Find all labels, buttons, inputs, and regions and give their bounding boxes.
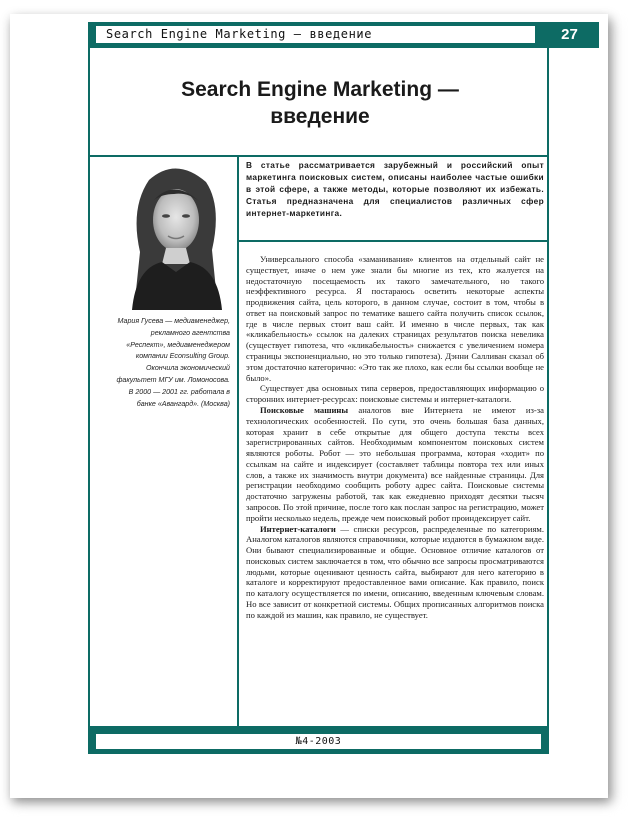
title-divider	[88, 155, 549, 157]
paragraph-term: Интернет-каталоги	[260, 523, 336, 534]
body-paragraph	[246, 383, 544, 405]
paragraph-term: Поисковые машины	[260, 404, 349, 415]
body-paragraph	[246, 524, 544, 621]
article-title	[92, 76, 548, 130]
paragraph-text: Существует два основных типа серверов, предоставляющих информацию о сторонних интернет-ресурсах: поисковые системы и интернет-каталоги.	[246, 383, 544, 405]
frame-right	[547, 48, 549, 748]
running-title: Search Engine Marketing — введение	[96, 26, 535, 43]
author-caption: Мария Гусева — медиаменеджер, рекламного агентства «Респект», медиаменеджером компании Econsulting Group. Окончила экономический факультет МГУ им. Ломоносова. В 2000 — 2001 гг. работала в банке «Авангард». (Москва)	[116, 317, 230, 408]
page-number: 27	[561, 26, 578, 43]
body-paragraph	[246, 405, 544, 524]
paragraph-text: аналогов вне Интернета не имеют из-за технологических особенностей. По сути, это очень большая база данных, которая хранит в себе открытые для общего доступа тексты всех зарегистрированных сайтов. Необходимым компонентом поисковых систем являются роботы. Робот — это небольшая программа, которая «ходит» по ссылкам на сайте и индексирует (составляет таблицы повтора тех или иных слов, а также их значимость внутри документа) все найденные страницы. Для регистрации необходимо сообщить роботу адрес сайта. Поисковые системы достаточно загружены работой, так как ежедневно приходят десятки тысяч запросов. По этой причине, после того как послан запрос на регистрацию, может пройти несколько недель, прежде чем поисковый робот проиндексирует сайт.	[246, 404, 544, 523]
paragraph-text: Универсального способа «заманивания» клиентов на отдельный сайт не существует, иначе о нем уже знали бы многие из тех, кто жалуется на недостаточную посещаемость их такого замечательного, но такого неэффективного ресурса. Я постараюсь осветить некоторые аспекты продвижения сайта, цель которого, в данном случае, состоит в том, чтобы в ответ на поисковый запрос по тематике вашего сайта получить список ссылок, где в числе первых стоит ваш сайт. И именно в числе первых, так как «кликабельность» ссылок на далеких страницах результатов поиска невелика (существует гипотеза, что «кликабельность» снижается с увеличением номера страницы экспоненциально, но это только гипотеза). Дэнни Салливан сказал об этом достаточно категорично: «Это так же плохо, как если бы ссылки вообще не было».	[246, 254, 544, 383]
body-paragraph	[246, 254, 544, 383]
author-photo	[114, 160, 237, 310]
issue-number: №4-2003	[96, 734, 541, 749]
title-line-2: введение	[270, 105, 370, 128]
lead-divider	[237, 240, 549, 242]
title-line-1: Search Engine Marketing —	[181, 78, 459, 101]
lead-paragraph: В статье рассматривается зарубежный и российский опыт маркетинга поисковых систем, описаны наиболее частые ошибки в этой сфере, а также методы, которые позволяют их избежать. Статья предназначена для специалистов различных сфер интернет-маркетинга.	[246, 160, 544, 218]
paragraph-text: — списки ресурсов, распределенные по категориям. Аналогом каталогов являются справочники, которые издаются в бумажном виде. Они бывают специализированные и общие. Основное отличие каталогов от поисковых систем заключается в том, что обычно все запросы просматриваются людьми, которые оценивают ценность сайта, выбирают для него категорию в каталоге и корректируют предоставленное вами описание. Как правило, поиск по каталогу осуществляется по имени, описанию, введенным ключевым словам. Но все зависит от конкретной системы. Общих прописанных алгоритмов поиска по каждой из машин, как правило, не существует.	[246, 523, 544, 620]
article-body	[246, 254, 544, 621]
frame-left	[88, 48, 90, 748]
